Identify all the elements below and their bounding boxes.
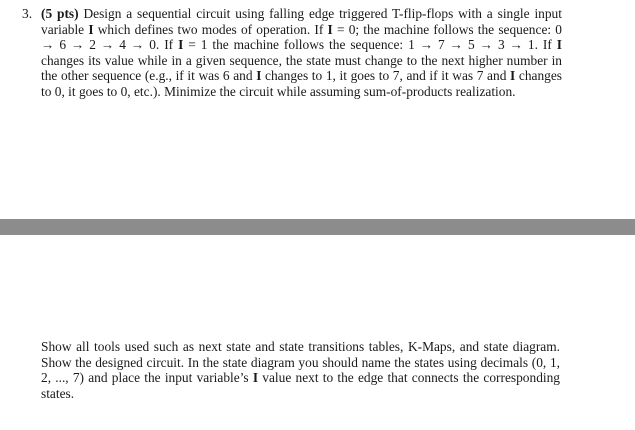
input-variable: I bbox=[88, 21, 94, 37]
question-number: 3. bbox=[22, 6, 33, 21]
input-variable: I bbox=[178, 37, 184, 53]
question-block bbox=[22, 6, 562, 100]
question-text-segment: changes to 0, it goes to 0, etc.). Minimize the circuit while assuming sum-of-products realization. bbox=[41, 68, 563, 99]
question-text-segment: = 0; the machine follows the sequence: 0 → 6 → 2 → 4 → 0. If bbox=[41, 21, 563, 53]
question-text bbox=[41, 6, 562, 100]
page-divider bbox=[0, 219, 635, 235]
followup-text bbox=[41, 339, 560, 401]
question-text-segment: Design a sequential circuit using falling edge triggered T-flip-flops with a single input variable bbox=[41, 6, 562, 37]
input-variable: I bbox=[256, 68, 262, 84]
input-variable: I bbox=[252, 370, 259, 386]
followup-text-segment: Show all tools used such as next state and state transitions tables, K-Maps, and state diagram. Show the designed circuit. In the state diagram you should name the states using decimals (0, 1, 2, ..., 7) and place the input variable’s bbox=[41, 339, 560, 386]
question-text-segment: changes to 1, it goes to 7, and if it was 7 and bbox=[261, 68, 511, 84]
input-variable: I bbox=[510, 68, 516, 84]
input-variable: I bbox=[327, 21, 333, 37]
question-text-segment: changes its value while in a given sequence, the state must change to the next higher number in the other sequence (e.g., if it was 6 and bbox=[41, 52, 562, 84]
question-points: (5 pts) bbox=[41, 6, 79, 21]
input-variable: I bbox=[556, 37, 562, 53]
question-text-segment: which defines two modes of operation. If bbox=[93, 21, 328, 37]
followup-text-segment: value next to the edge that connects the corresponding states. bbox=[41, 370, 561, 401]
question-text-segment: = 1 the machine follows the sequence: 1 → 7 → 5 → 3 → 1. If bbox=[183, 37, 557, 53]
